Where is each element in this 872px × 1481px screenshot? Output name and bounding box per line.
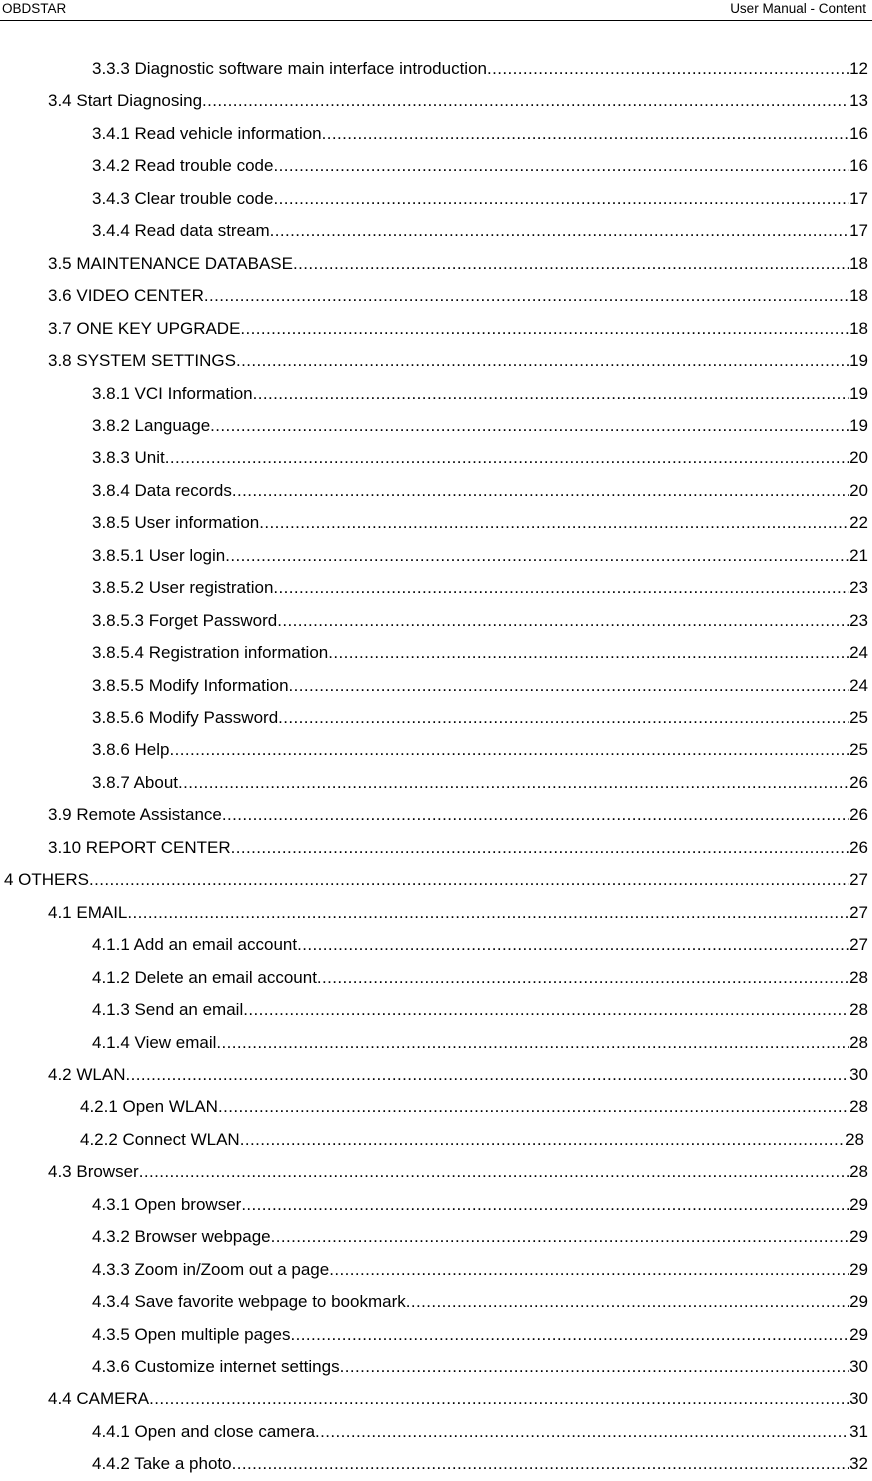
toc-entry-title: 3.8.1 VCI Information	[92, 384, 253, 403]
toc-entry-title: 3.4.1 Read vehicle information	[92, 124, 322, 143]
toc-dot-leader	[240, 317, 849, 341]
toc-dot-leader	[202, 89, 849, 113]
toc-entry[interactable]	[92, 187, 868, 211]
toc-entry-title: 4.1.2 Delete an email account	[92, 968, 317, 987]
toc-entry[interactable]	[92, 706, 868, 730]
toc-entry[interactable]	[92, 1452, 868, 1476]
toc-entry-page-number: 19	[849, 384, 868, 403]
toc-entry[interactable]	[48, 252, 868, 276]
toc-entry-title: 3.8.5 User information	[92, 513, 260, 532]
toc-entry[interactable]	[92, 1225, 868, 1249]
toc-entry[interactable]	[48, 1160, 868, 1184]
toc-entry[interactable]	[48, 1063, 868, 1087]
toc-dot-leader	[273, 576, 849, 600]
toc-dot-leader	[293, 252, 849, 276]
toc-dot-leader	[253, 382, 849, 406]
toc-entry-page-number: 29	[849, 1325, 868, 1344]
toc-entry[interactable]	[92, 641, 868, 665]
toc-entry-page-number: 17	[849, 189, 868, 208]
toc-entry-title: 4.2.1 Open WLAN	[80, 1097, 218, 1116]
toc-entry[interactable]	[92, 1290, 868, 1314]
toc-entry-title: 3.8.6 Help	[92, 740, 170, 759]
toc-dot-leader	[89, 868, 849, 892]
toc-dot-leader	[225, 544, 849, 568]
toc-entry-title: 3.9 Remote Assistance	[48, 805, 222, 824]
toc-entry-page-number: 30	[849, 1389, 868, 1408]
toc-entry[interactable]	[92, 674, 868, 698]
toc-entry-title: 3.4.3 Clear trouble code	[92, 189, 274, 208]
toc-entry-page-number: 18	[849, 319, 868, 338]
toc-dot-leader	[290, 1323, 849, 1347]
toc-entry-title: 4.3.3 Zoom in/Zoom out a page	[92, 1260, 330, 1279]
toc-entry-title: 3.8.5.3 Forget Password	[92, 611, 278, 630]
toc-dot-leader	[270, 219, 849, 243]
toc-entry[interactable]	[92, 219, 868, 243]
header-section-title: User Manual - Content	[730, 1, 866, 16]
toc-entry[interactable]	[92, 511, 868, 535]
toc-dot-leader	[127, 901, 849, 925]
toc-entry-page-number: 12	[849, 59, 868, 78]
toc-entry-title: 3.8.5.6 Modify Password	[92, 708, 279, 727]
toc-entry-title: 4 OTHERS	[4, 870, 90, 889]
toc-dot-leader	[240, 1128, 845, 1152]
toc-entry-page-number: 22	[849, 513, 868, 532]
toc-entry-title: 4.3.1 Open browser	[92, 1195, 242, 1214]
toc-entry-title: 3.10 REPORT CENTER	[48, 838, 231, 857]
toc-entry[interactable]	[92, 998, 868, 1022]
toc-dot-leader	[241, 1193, 849, 1217]
toc-dot-leader	[271, 1225, 849, 1249]
toc-entry[interactable]	[92, 738, 868, 762]
toc-entry-page-number: 19	[849, 416, 868, 435]
toc-entry[interactable]	[48, 89, 868, 113]
toc-entry[interactable]	[92, 1258, 868, 1282]
toc-entry-page-number: 18	[849, 286, 868, 305]
toc-dot-leader	[170, 738, 850, 762]
toc-entry-title: 3.8.3 Unit	[92, 448, 165, 467]
toc-dot-leader	[243, 998, 849, 1022]
toc-entry-page-number: 29	[849, 1227, 868, 1246]
toc-entry-title: 4.1.1 Add an email account	[92, 935, 298, 954]
toc-entry-title: 3.8 SYSTEM SETTINGS	[48, 351, 236, 370]
toc-entry-title: 3.8.7 About	[92, 773, 179, 792]
toc-dot-leader	[236, 349, 849, 373]
toc-dot-leader	[165, 446, 849, 470]
toc-entry-title: 4.1 EMAIL	[48, 903, 128, 922]
toc-dot-leader	[232, 1452, 850, 1476]
toc-dot-leader	[273, 154, 849, 178]
toc-dot-leader	[289, 674, 850, 698]
toc-dot-leader	[297, 933, 849, 957]
toc-entry-page-number: 26	[849, 838, 868, 857]
toc-entry[interactable]	[92, 609, 868, 633]
toc-dot-leader	[487, 57, 849, 81]
toc-entry[interactable]	[92, 1355, 868, 1379]
toc-entry-page-number: 27	[849, 870, 868, 889]
toc-entry-title: 3.8.2 Language	[92, 416, 211, 435]
toc-entry[interactable]	[48, 836, 868, 860]
toc-entry[interactable]	[48, 349, 868, 373]
toc-entry[interactable]	[48, 901, 868, 925]
toc-entry[interactable]	[92, 1420, 868, 1444]
toc-dot-leader	[317, 966, 849, 990]
toc-entry-page-number: 19	[849, 351, 868, 370]
toc-entry-page-number: 23	[849, 578, 868, 597]
toc-entry-title: 4.3 Browser	[48, 1162, 139, 1181]
toc-entry-page-number: 24	[849, 676, 868, 695]
toc-entry-page-number: 18	[849, 254, 868, 273]
toc-dot-leader	[178, 771, 849, 795]
header-brand: OBDSTAR	[2, 1, 67, 16]
toc-entry[interactable]	[92, 382, 868, 406]
toc-entry-title: 3.8.5.5 Modify Information	[92, 676, 289, 695]
toc-entry[interactable]	[48, 284, 868, 308]
toc-entry-page-number: 28	[849, 1162, 868, 1181]
toc-entry[interactable]	[92, 479, 868, 503]
toc-entry-title: 4.3.4 Save favorite webpage to bookmark	[92, 1292, 406, 1311]
toc-entry-page-number: 26	[849, 773, 868, 792]
toc-entry[interactable]	[92, 154, 868, 178]
toc-entry-page-number: 31	[849, 1422, 868, 1441]
toc-entry-page-number: 21	[849, 546, 868, 565]
toc-entry-page-number: 29	[849, 1195, 868, 1214]
toc-entry-page-number: 26	[849, 805, 868, 824]
toc-entry[interactable]	[92, 1031, 868, 1055]
toc-entry-title: 3.4.2 Read trouble code	[92, 156, 274, 175]
toc-entry-page-number: 13	[849, 91, 868, 110]
toc-dot-leader	[216, 1031, 849, 1055]
toc-dot-leader	[277, 609, 849, 633]
toc-entry-title: 4.3.2 Browser webpage	[92, 1227, 271, 1246]
toc-entry[interactable]	[4, 868, 868, 892]
toc-entry-title: 3.8.5.4 Registration information	[92, 643, 329, 662]
toc-entry-page-number: 30	[849, 1065, 868, 1084]
toc-dot-leader	[125, 1063, 849, 1087]
toc-entry-page-number: 16	[849, 124, 868, 143]
toc-dot-leader	[273, 187, 849, 211]
toc-entry-page-number: 20	[849, 481, 868, 500]
toc-entry-title: 3.8.5.1 User login	[92, 546, 226, 565]
toc-entry[interactable]	[48, 803, 868, 827]
toc-entry[interactable]	[92, 1193, 868, 1217]
toc-entry-title: 3.5 MAINTENANCE DATABASE	[48, 254, 293, 273]
toc-entry[interactable]	[92, 933, 868, 957]
toc-entry-title: 4.4.1 Open and close camera	[92, 1422, 316, 1441]
toc-entry-page-number: 29	[849, 1260, 868, 1279]
toc-dot-leader	[329, 1258, 849, 1282]
toc-entry[interactable]	[92, 1323, 868, 1347]
toc-dot-leader	[322, 122, 849, 146]
toc-entry-page-number: 29	[849, 1292, 868, 1311]
toc-dot-leader	[222, 803, 849, 827]
toc-entry-title: 3.3.3 Diagnostic software main interface introduction	[92, 59, 487, 78]
toc-dot-leader	[210, 414, 849, 438]
toc-dot-leader	[340, 1355, 850, 1379]
toc-dot-leader	[406, 1290, 849, 1314]
toc-entry-title: 4.2 WLAN	[48, 1065, 126, 1084]
toc-entry-title: 3.4 Start Diagnosing	[48, 91, 203, 110]
toc-entry-page-number: 27	[849, 903, 868, 922]
toc-dot-leader	[204, 284, 849, 308]
toc-entry-page-number: 32	[849, 1454, 868, 1473]
toc-entry-page-number: 20	[849, 448, 868, 467]
toc-entry[interactable]	[92, 544, 868, 568]
toc-entry-title: 3.7 ONE KEY UPGRADE	[48, 319, 241, 338]
toc-entry-page-number: 17	[849, 221, 868, 240]
toc-entry-title: 4.3.6 Customize internet settings	[92, 1357, 340, 1376]
toc-dot-leader	[315, 1420, 849, 1444]
toc-entry-page-number: 28	[849, 968, 868, 987]
toc-entry-title: 4.2.2 Connect WLAN	[80, 1130, 240, 1149]
toc-entry[interactable]	[92, 57, 868, 81]
toc-entry[interactable]	[48, 317, 868, 341]
toc-entry-page-number: 23	[849, 611, 868, 630]
toc-entry-page-number: 30	[849, 1357, 868, 1376]
toc-entry-title: 3.8.4 Data records	[92, 481, 232, 500]
toc-dot-leader	[259, 511, 849, 535]
toc-dot-leader	[149, 1387, 849, 1411]
toc-entry[interactable]	[80, 1095, 868, 1119]
toc-entry-page-number: 27	[849, 935, 868, 954]
toc-entry-page-number: 25	[849, 740, 868, 759]
toc-entry-page-number: 25	[849, 708, 868, 727]
toc-entry[interactable]	[92, 966, 868, 990]
toc-entry-title: 3.8.5.2 User registration	[92, 578, 274, 597]
toc-dot-leader	[278, 706, 849, 730]
toc-dot-leader	[328, 641, 849, 665]
toc-entry-page-number: 28	[845, 1130, 864, 1149]
toc-entry-title: 4.1.4 View email	[92, 1033, 217, 1052]
toc-entry[interactable]	[92, 576, 868, 600]
toc-entry-title: 4.4.2 Take a photo	[92, 1454, 232, 1473]
toc-dot-leader	[232, 479, 849, 503]
toc-entry[interactable]	[92, 771, 868, 795]
toc-dot-leader	[139, 1160, 849, 1184]
toc-entry[interactable]	[48, 1387, 868, 1411]
toc-dot-leader	[231, 836, 849, 860]
toc-entry-title: 4.1.3 Send an email	[92, 1000, 244, 1019]
toc-entry-page-number: 28	[849, 1033, 868, 1052]
toc-entry-title: 4.4 CAMERA	[48, 1389, 150, 1408]
toc-entry-page-number: 28	[849, 1000, 868, 1019]
toc-entry-page-number: 24	[849, 643, 868, 662]
toc-entry[interactable]	[80, 1128, 864, 1152]
toc-entry[interactable]	[92, 414, 868, 438]
page-header	[0, 0, 872, 21]
toc-dot-leader	[218, 1095, 849, 1119]
toc-entry-page-number: 28	[849, 1097, 868, 1116]
toc-entry[interactable]	[92, 446, 868, 470]
toc-entry-title: 3.6 VIDEO CENTER	[48, 286, 204, 305]
toc-entry-page-number: 16	[849, 156, 868, 175]
toc-entry[interactable]	[92, 122, 868, 146]
toc-entry-title: 3.4.4 Read data stream	[92, 221, 270, 240]
toc-entry-title: 4.3.5 Open multiple pages	[92, 1325, 291, 1344]
